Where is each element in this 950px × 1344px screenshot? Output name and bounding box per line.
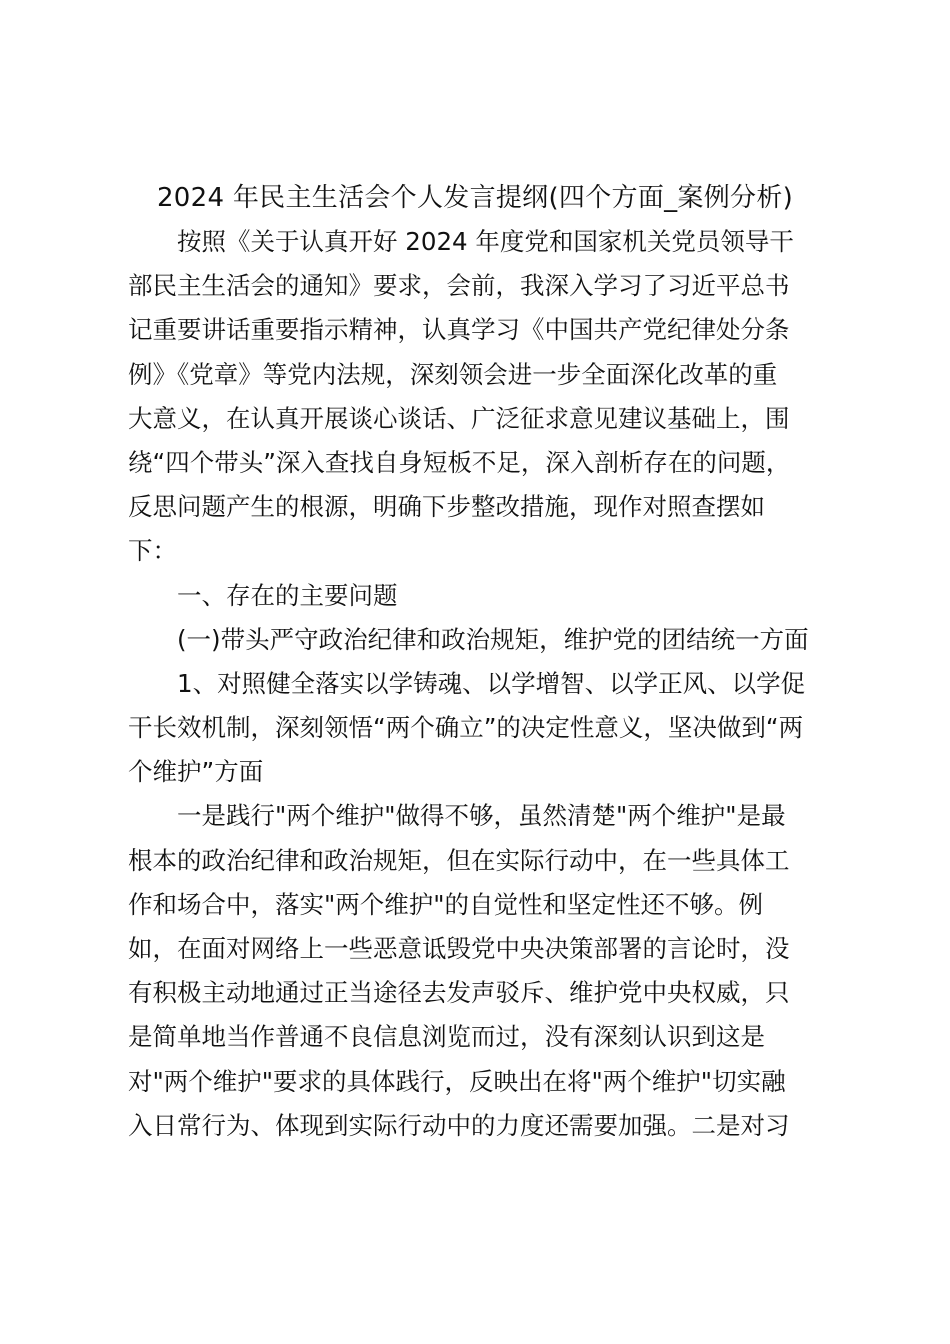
item-heading-line: 个维护”方面 (128, 757, 264, 787)
paragraph-line: 入日常行为、体现到实际行动中的力度还需要加强。二是对习 (128, 1110, 790, 1140)
paragraph-line: 如，在面对网络上一些恶意诋毁党中央决策部署的言论时，没 (128, 934, 790, 963)
item-heading-line: 1、对照健全落实以学铸魂、以学增智、以学正风、以学促 (177, 668, 806, 698)
paragraph-line: 作和场合中，落实"两个维护"的自觉性和坚定性还不够。例 (128, 889, 764, 919)
paragraph-line: 下： (128, 536, 177, 566)
paragraph-line: 有积极主动地通过正当途径去发声驳斥、维护党中央权威，只 (128, 978, 790, 1008)
paragraph-line: 按照《关于认真开好 2024 年度党和国家机关党员领导干 (177, 227, 794, 256)
paragraph-line: 一是践行"两个维护"做得不够，虽然清楚"两个维护"是最 (177, 801, 786, 831)
section-heading: 一、存在的主要问题 (177, 580, 398, 610)
paragraph-line: 反思问题产生的根源，明确下步整改措施，现作对照查摆如 (128, 492, 765, 522)
document-body (128, 220, 828, 1148)
paragraph-line: 根本的政治纪律和政治规矩，但在实际行动中，在一些具体工 (128, 845, 790, 875)
paragraph-line: 是简单地当作普通不良信息浏览而过，没有深刻认识到这是 (128, 1022, 765, 1052)
paragraph-line: 记重要讲话重要指示精神，认真学习《中国共产党纪律处分条 (128, 315, 790, 345)
item-heading-line: 干长效机制，深刻领悟“两个确立”的决定性意义，坚决做到“两 (128, 713, 804, 743)
document-title: 2024 年民主生活会个人发言提纲(四个方面_案例分析) (156, 183, 794, 213)
paragraph-line: 对"两个维护"要求的具体践行，反映出在将"两个维护"切实融 (128, 1066, 786, 1096)
paragraph-line: 部民主生活会的通知》要求，会前，我深入学习了习近平总书 (128, 271, 790, 301)
subsection-heading: (一)带头严守政治纪律和政治规矩，维护党的团结统一方面 (177, 624, 809, 654)
paragraph-line: 例》《党章》等党内法规，深刻领会进一步全面深化改革的重 (128, 359, 778, 389)
paragraph-line: 大意义，在认真开展谈心谈话、广泛征求意见建议基础上，围 (128, 403, 790, 433)
paragraph-line: 绕“四个带头”深入查找自身短板不足，深入剖析存在的问题， (128, 447, 791, 477)
